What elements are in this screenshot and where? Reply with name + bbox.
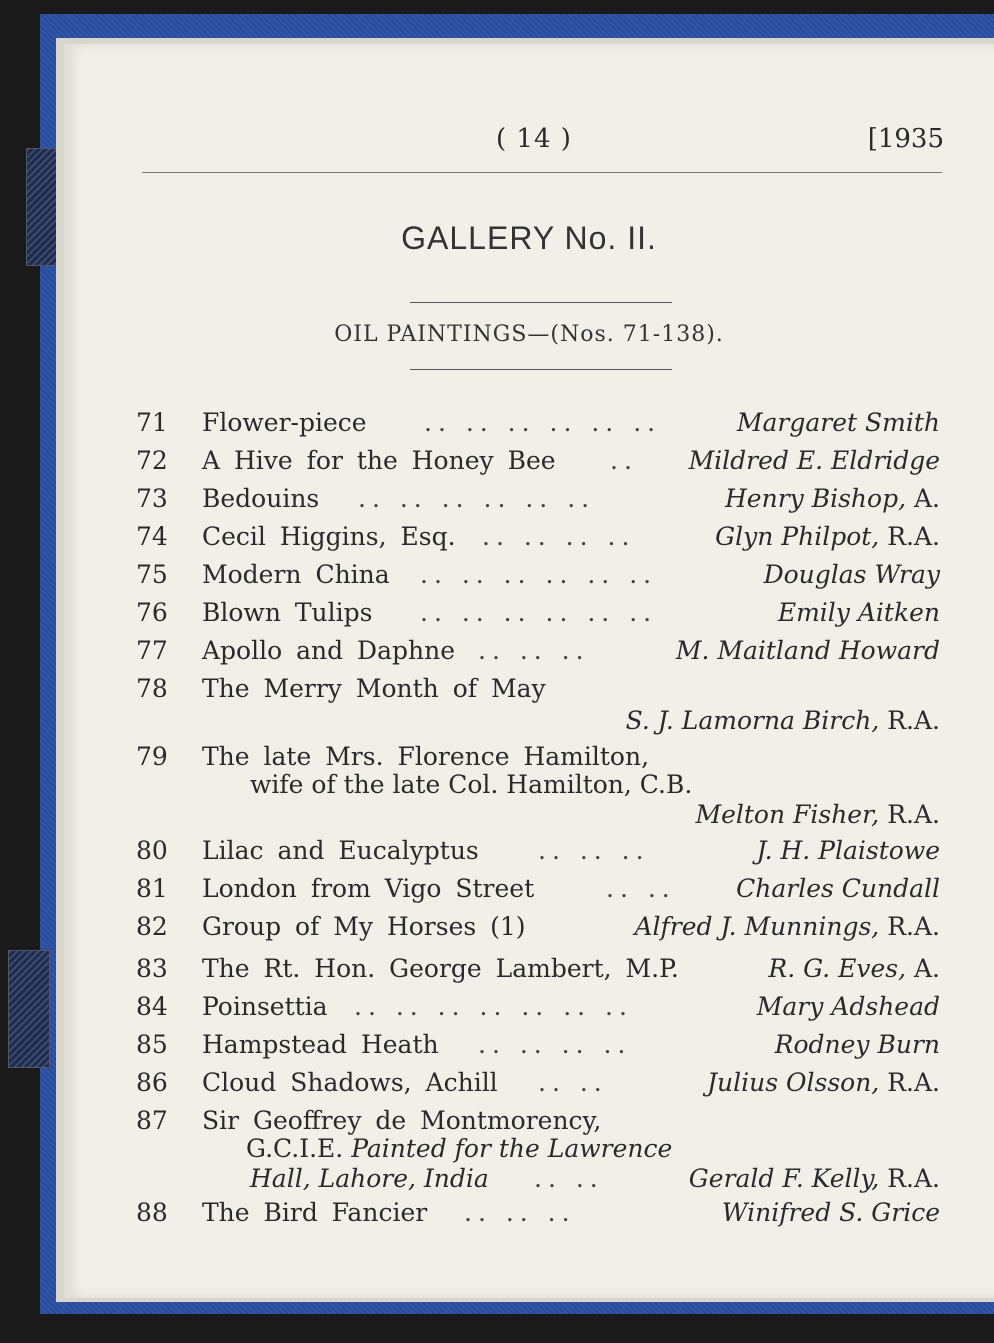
- entry-title: A Hive for the Honey Bee: [202, 446, 556, 475]
- entry-artist: Mildred E. Eldridge: [688, 446, 940, 475]
- entry-number: 85: [136, 1030, 168, 1059]
- entry-title: London from Vigo Street: [202, 874, 535, 903]
- entry-title: Sir Geoffrey de Montmorency,: [202, 1106, 602, 1135]
- entry-artist: Glyn Philpot, R.A.: [715, 522, 940, 551]
- entry-artist: Mary Adshead: [756, 992, 940, 1021]
- entry-number: 83: [136, 954, 168, 983]
- entry-artist: Rodney Burn: [774, 1030, 940, 1059]
- binding-clip-bottom: [8, 950, 50, 1068]
- entry-number: 71: [136, 408, 168, 437]
- entry-leader: .. .. .. ..: [482, 522, 636, 551]
- catalogue-page: [64, 44, 994, 1298]
- entry-artist: Melton Fisher, R.A.: [695, 800, 940, 829]
- entry-number: 77: [136, 636, 168, 665]
- entry-artist: Winifred S. Grice: [721, 1198, 940, 1227]
- entry-leader: .. .. .. .. .. .. ..: [354, 992, 633, 1021]
- section-rule-top: [410, 302, 672, 303]
- entry-subtitle: G.C.I.E. Painted for the Lawrence: [246, 1134, 673, 1163]
- entry-artist: Gerald F. Kelly, R.A.: [688, 1164, 940, 1193]
- entry-title: Blown Tulips: [202, 598, 373, 627]
- section-rule-bottom: [410, 369, 672, 370]
- entry-leader: .. .. ..: [478, 636, 590, 665]
- entry-title: Group of My Horses (1): [202, 912, 526, 941]
- entry-title: Flower-piece: [202, 408, 367, 437]
- entry-artist: M. Maitland Howard: [675, 636, 940, 665]
- entry-title: Hampstead Heath: [202, 1030, 439, 1059]
- header-rule: [142, 172, 942, 173]
- entry-number: 80: [136, 836, 168, 865]
- entry-artist: Douglas Wray: [763, 560, 940, 589]
- entry-number: 72: [136, 446, 168, 475]
- entry-title: Apollo and Daphne: [202, 636, 456, 665]
- entry-artist: Alfred J. Munnings, R.A.: [634, 912, 940, 941]
- entry-number: 84: [136, 992, 168, 1021]
- entry-leader: .. ..: [606, 874, 676, 903]
- entry-leader: .. .. ..: [538, 836, 650, 865]
- entry-artist: R. G. Eves, A.: [768, 954, 940, 983]
- entry-title: Cloud Shadows, Achill: [202, 1068, 498, 1097]
- page-year: [1935: [867, 124, 944, 154]
- entry-title: Cecil Higgins, Esq.: [202, 522, 456, 551]
- entry-number: 78: [136, 674, 168, 703]
- entry-title: The Rt. Hon. George Lambert, M.P.: [202, 954, 679, 983]
- entry-number: 74: [136, 522, 168, 551]
- entry-leader: .. .. .. ..: [478, 1030, 632, 1059]
- entry-leader: .. .. ..: [464, 1198, 576, 1227]
- entry-number: 86: [136, 1068, 168, 1097]
- entry-number: 73: [136, 484, 168, 513]
- entry-artist: Emily Aitken: [777, 598, 940, 627]
- entry-title: The Bird Fancier: [202, 1198, 428, 1227]
- entry-artist: Henry Bishop, A.: [725, 484, 940, 513]
- section-title: OIL PAINTINGS—(Nos. 71-138).: [334, 322, 724, 347]
- entry-number: 88: [136, 1198, 168, 1227]
- entry-leader: .. .. .. .. .. ..: [420, 598, 658, 627]
- entry-title: Bedouins: [202, 484, 320, 513]
- entry-title: Poinsettia: [202, 992, 328, 1021]
- entry-leader: .. .. .. .. .. ..: [424, 408, 662, 437]
- entry-number: 76: [136, 598, 168, 627]
- entry-title: Modern China: [202, 560, 390, 589]
- entry-number: 81: [136, 874, 168, 903]
- entry-artist: Charles Cundall: [736, 874, 940, 903]
- entry-number: 79: [136, 742, 168, 771]
- entry-leader: .. .. .. .. .. ..: [420, 560, 658, 589]
- entry-number: 75: [136, 560, 168, 589]
- entry-leader: .. .. .. .. .. ..: [358, 484, 596, 513]
- entry-artist: Julius Olsson, R.A.: [707, 1068, 940, 1097]
- page-number: ( 14 ): [496, 124, 572, 154]
- entry-title: The late Mrs. Florence Hamilton,: [202, 742, 650, 771]
- entry-number: 87: [136, 1106, 168, 1135]
- entry-artist: S. J. Lamorna Birch, R.A.: [625, 706, 940, 735]
- entry-leader: ..: [610, 446, 638, 475]
- entry-leader: .. ..: [534, 1164, 604, 1193]
- entry-artist: Margaret Smith: [736, 408, 940, 437]
- entry-title: Lilac and Eucalyptus: [202, 836, 479, 865]
- entry-number: 82: [136, 912, 168, 941]
- gallery-title: GALLERY No. II.: [401, 220, 657, 256]
- entry-subtitle-2: Hall, Lahore, India: [250, 1164, 489, 1193]
- entry-subtitle: wife of the late Col. Hamilton, C.B.: [250, 770, 693, 799]
- entry-leader: .. ..: [538, 1068, 608, 1097]
- entry-title: The Merry Month of May: [202, 674, 546, 703]
- entry-artist: J. H. Plaistowe: [756, 836, 940, 865]
